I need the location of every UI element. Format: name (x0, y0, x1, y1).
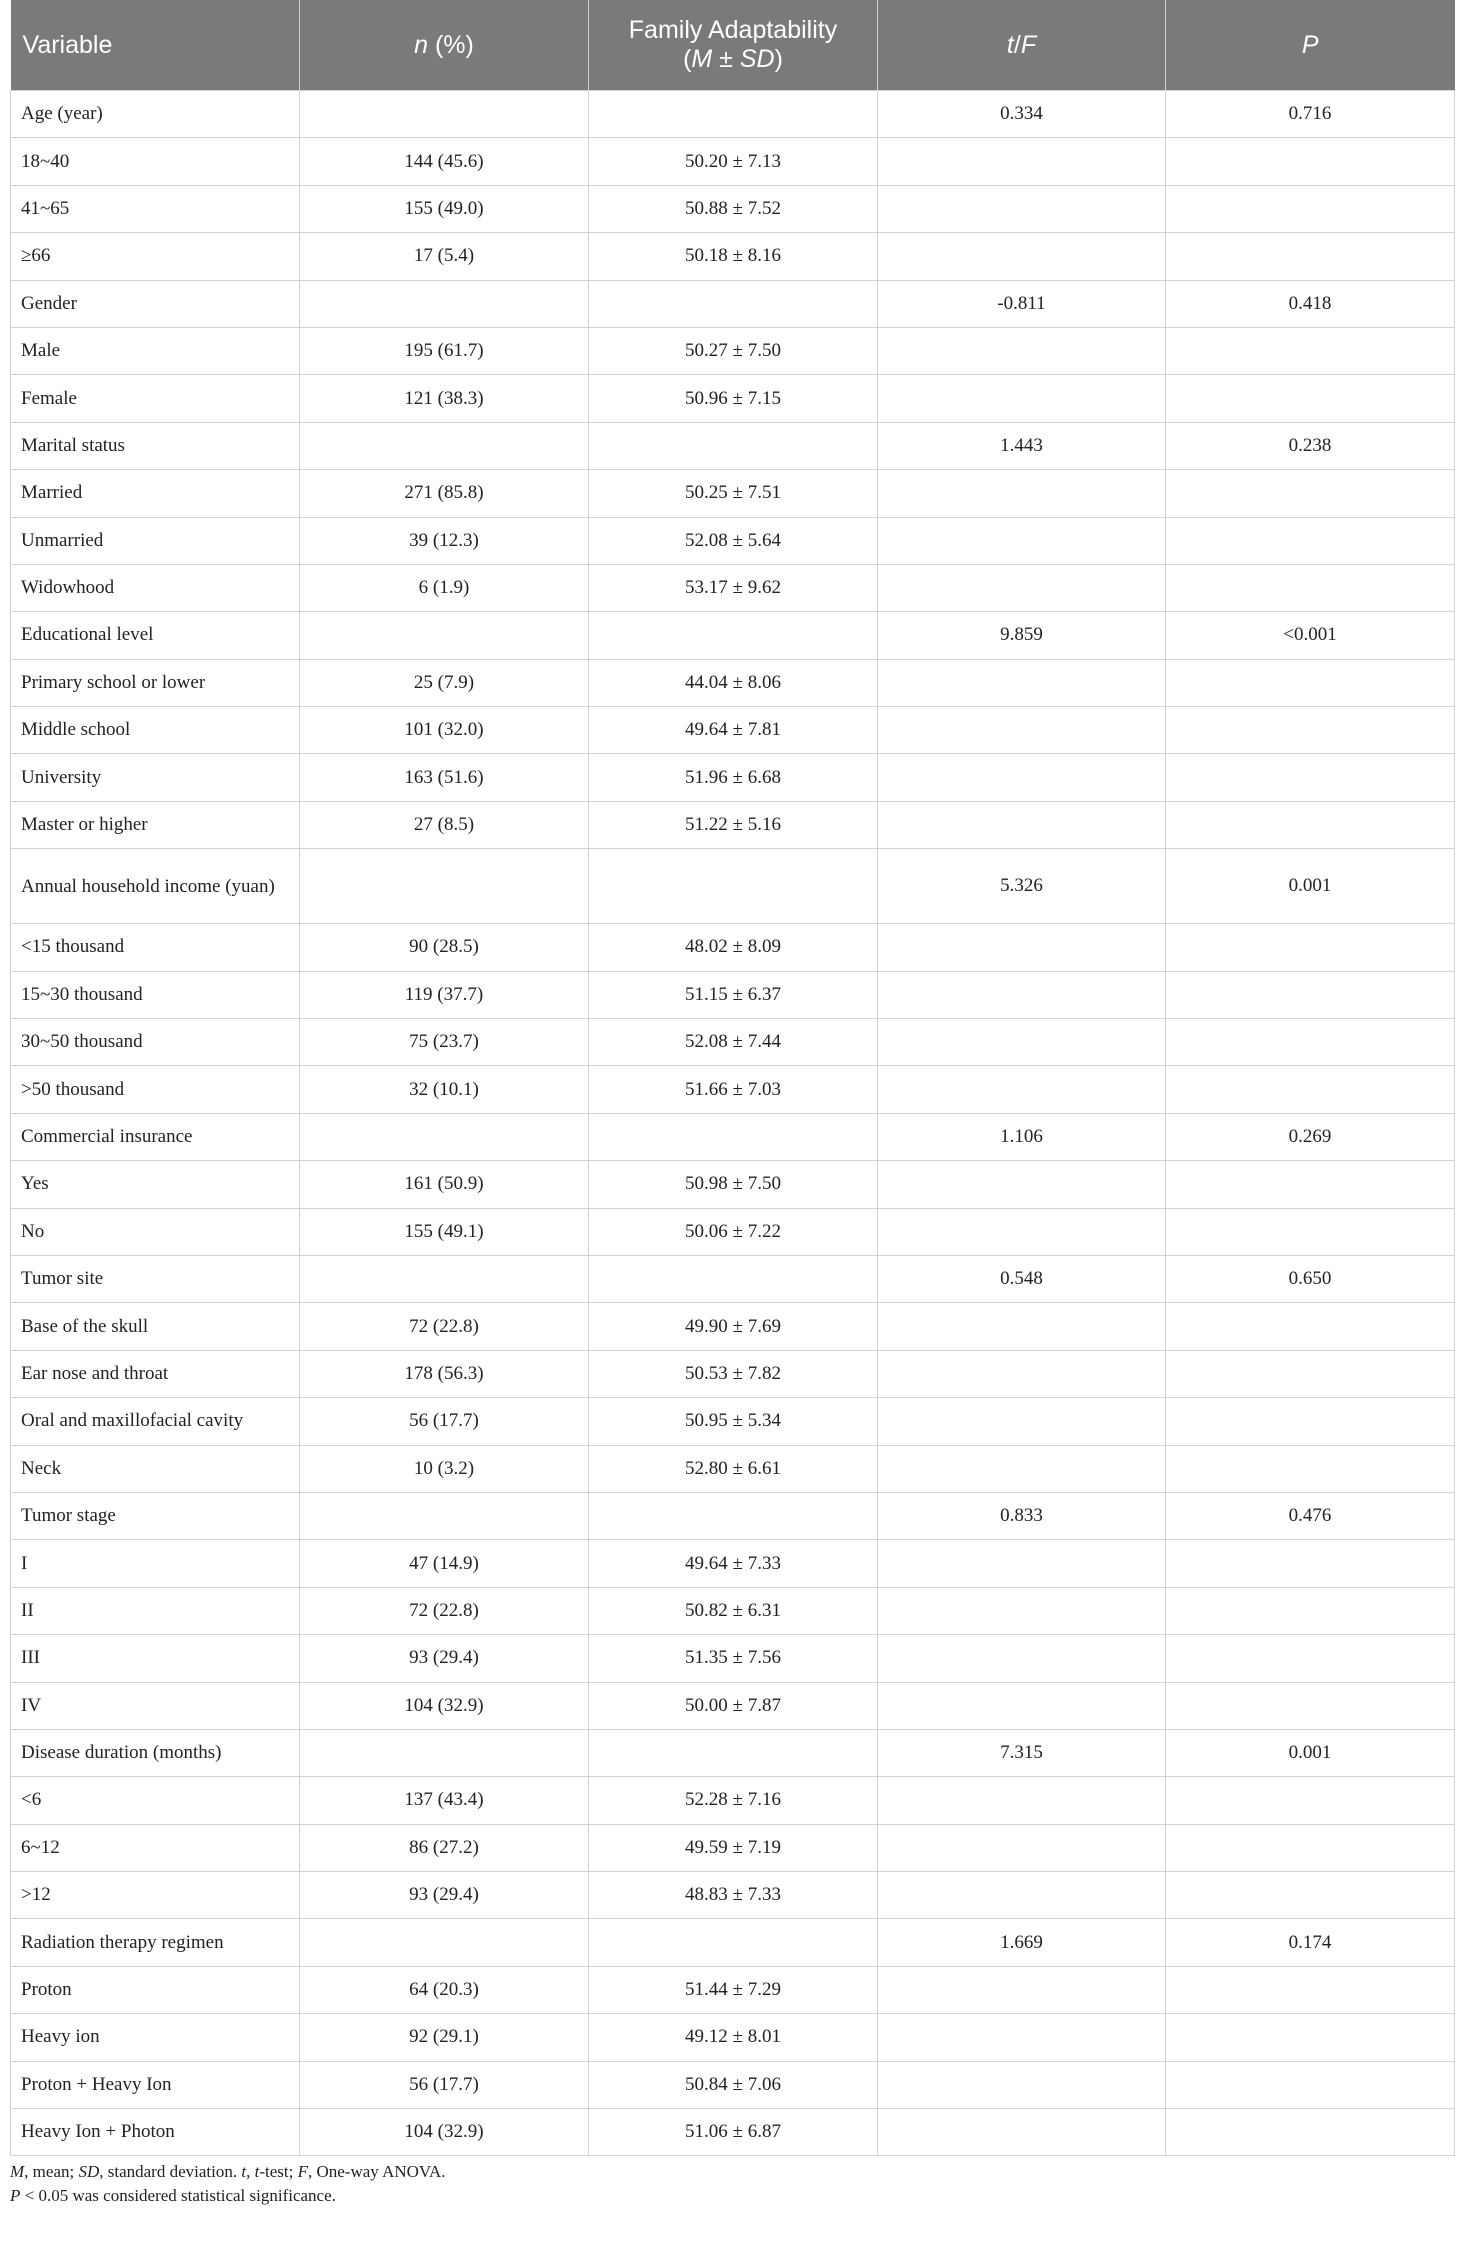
cell-p: 0.650 (1166, 1255, 1455, 1302)
cell-p (1166, 1540, 1455, 1587)
cell-p (1166, 1824, 1455, 1871)
cell-mean-sd: 51.06 ± 6.87 (589, 2109, 878, 2156)
cell-tf (878, 707, 1166, 754)
cell-tf: 0.548 (878, 1255, 1166, 1302)
cell-mean-sd: 50.96 ± 7.15 (589, 375, 878, 422)
cell-tf (878, 138, 1166, 185)
cell-variable: II (11, 1587, 300, 1634)
cell-mean-sd: 51.15 ± 6.37 (589, 971, 878, 1018)
cell-n-percent: 64 (20.3) (300, 1966, 589, 2013)
cell-tf: 0.334 (878, 91, 1166, 138)
cell-tf (878, 564, 1166, 611)
cell-mean-sd (589, 1492, 878, 1539)
table-row (11, 1208, 1455, 1255)
cell-tf (878, 1208, 1166, 1255)
cell-p (1166, 1161, 1455, 1208)
cell-mean-sd (589, 612, 878, 659)
table-container (10, 0, 1454, 2208)
cell-n-percent (300, 280, 589, 327)
table-note-abbreviations: M, mean; SD, standard deviation. t, t-test; F, One-way ANOVA. (10, 2162, 446, 2182)
cell-n-percent: 104 (32.9) (300, 2109, 589, 2156)
cell-p (1166, 1872, 1455, 1919)
cell-mean-sd (589, 1255, 878, 1302)
cell-variable: Commercial insurance (11, 1113, 300, 1160)
cell-p (1166, 1587, 1455, 1634)
cell-mean-sd: 50.84 ± 7.06 (589, 2061, 878, 2108)
cell-mean-sd (589, 1113, 878, 1160)
cell-p (1166, 185, 1455, 232)
table-row (11, 1919, 1455, 1966)
cell-tf (878, 1872, 1166, 1919)
cell-variable: University (11, 754, 300, 801)
cell-n-percent: 10 (3.2) (300, 1445, 589, 1492)
cell-p (1166, 564, 1455, 611)
cell-mean-sd: 51.96 ± 6.68 (589, 754, 878, 801)
cell-n-percent: 17 (5.4) (300, 233, 589, 280)
cell-n-percent (300, 849, 589, 924)
cell-tf: 7.315 (878, 1729, 1166, 1776)
cell-tf (878, 233, 1166, 280)
cell-p (1166, 1445, 1455, 1492)
cell-p: 0.001 (1166, 849, 1455, 924)
table-row (11, 924, 1455, 971)
table-row (11, 849, 1455, 924)
cell-mean-sd: 52.80 ± 6.61 (589, 1445, 878, 1492)
cell-n-percent: 144 (45.6) (300, 138, 589, 185)
cell-variable: Disease duration (months) (11, 1729, 300, 1776)
cell-mean-sd: 50.25 ± 7.51 (589, 470, 878, 517)
cell-n-percent: 47 (14.9) (300, 1540, 589, 1587)
table-row (11, 1161, 1455, 1208)
table-row (11, 185, 1455, 232)
cell-tf (878, 1398, 1166, 1445)
cell-n-percent: 163 (51.6) (300, 754, 589, 801)
cell-n-percent (300, 1919, 589, 1966)
cell-tf (878, 754, 1166, 801)
cell-mean-sd (589, 422, 878, 469)
table-row (11, 1445, 1455, 1492)
cell-tf (878, 1019, 1166, 1066)
cell-p (1166, 375, 1455, 422)
cell-p (1166, 1966, 1455, 2013)
cell-p (1166, 707, 1455, 754)
cell-tf (878, 2061, 1166, 2108)
cell-p (1166, 1398, 1455, 1445)
cell-n-percent: 195 (61.7) (300, 327, 589, 374)
table-row (11, 1872, 1455, 1919)
cell-variable: 18~40 (11, 138, 300, 185)
cell-tf (878, 185, 1166, 232)
cell-mean-sd: 48.83 ± 7.33 (589, 1872, 878, 1919)
cell-mean-sd (589, 849, 878, 924)
table-row (11, 1492, 1455, 1539)
cell-p (1166, 1635, 1455, 1682)
cell-variable: Proton (11, 1966, 300, 2013)
table-row (11, 1682, 1455, 1729)
cell-p (1166, 659, 1455, 706)
table-row (11, 612, 1455, 659)
cell-mean-sd: 51.66 ± 7.03 (589, 1066, 878, 1113)
cell-variable: 15~30 thousand (11, 971, 300, 1018)
cell-variable: Female (11, 375, 300, 422)
cell-mean-sd: 52.28 ± 7.16 (589, 1777, 878, 1824)
table-row (11, 2109, 1455, 2156)
cell-p (1166, 138, 1455, 185)
cell-p (1166, 1208, 1455, 1255)
cell-p (1166, 470, 1455, 517)
cell-n-percent: 72 (22.8) (300, 1587, 589, 1634)
cell-variable: <6 (11, 1777, 300, 1824)
cell-n-percent: 92 (29.1) (300, 2014, 589, 2061)
table-row (11, 1635, 1455, 1682)
table-row (11, 1350, 1455, 1397)
table-row (11, 564, 1455, 611)
cell-tf (878, 1682, 1166, 1729)
table-row (11, 971, 1455, 1018)
cell-tf: -0.811 (878, 280, 1166, 327)
cell-p (1166, 1303, 1455, 1350)
cell-mean-sd: 49.12 ± 8.01 (589, 2014, 878, 2061)
cell-n-percent (300, 1113, 589, 1160)
cell-variable: ≥66 (11, 233, 300, 280)
cell-n-percent: 90 (28.5) (300, 924, 589, 971)
header-n-percent: n (%) (300, 0, 589, 91)
cell-p (1166, 233, 1455, 280)
cell-n-percent: 93 (29.4) (300, 1635, 589, 1682)
table-header (11, 0, 1455, 91)
cell-variable: IV (11, 1682, 300, 1729)
table-row (11, 1540, 1455, 1587)
cell-n-percent (300, 1492, 589, 1539)
cell-variable: Heavy ion (11, 2014, 300, 2061)
table-row (11, 375, 1455, 422)
cell-tf (878, 327, 1166, 374)
cell-variable: Oral and maxillofacial cavity (11, 1398, 300, 1445)
table-row (11, 138, 1455, 185)
cell-p (1166, 517, 1455, 564)
cell-tf: 5.326 (878, 849, 1166, 924)
cell-variable: Proton + Heavy Ion (11, 2061, 300, 2108)
cell-variable: Tumor stage (11, 1492, 300, 1539)
table-row (11, 91, 1455, 138)
cell-n-percent: 32 (10.1) (300, 1066, 589, 1113)
cell-mean-sd: 49.90 ± 7.69 (589, 1303, 878, 1350)
cell-variable: Middle school (11, 707, 300, 754)
cell-tf (878, 971, 1166, 1018)
cell-variable: Gender (11, 280, 300, 327)
cell-mean-sd (589, 91, 878, 138)
cell-n-percent (300, 91, 589, 138)
cell-mean-sd (589, 280, 878, 327)
cell-variable: Male (11, 327, 300, 374)
table-row (11, 1255, 1455, 1302)
cell-n-percent: 39 (12.3) (300, 517, 589, 564)
table-row (11, 2061, 1455, 2108)
cell-n-percent: 93 (29.4) (300, 1872, 589, 1919)
table-row (11, 1966, 1455, 2013)
cell-n-percent (300, 1255, 589, 1302)
cell-p (1166, 801, 1455, 848)
cell-tf (878, 1350, 1166, 1397)
cell-variable: Tumor site (11, 1255, 300, 1302)
cell-mean-sd: 51.22 ± 5.16 (589, 801, 878, 848)
cell-mean-sd: 48.02 ± 8.09 (589, 924, 878, 971)
cell-mean-sd: 52.08 ± 5.64 (589, 517, 878, 564)
cell-p (1166, 1682, 1455, 1729)
cell-p: 0.269 (1166, 1113, 1455, 1160)
cell-tf (878, 1161, 1166, 1208)
cell-n-percent (300, 1729, 589, 1776)
cell-mean-sd: 50.53 ± 7.82 (589, 1350, 878, 1397)
cell-n-percent: 121 (38.3) (300, 375, 589, 422)
cell-mean-sd: 51.44 ± 7.29 (589, 1966, 878, 2013)
cell-variable: Primary school or lower (11, 659, 300, 706)
table-row (11, 1303, 1455, 1350)
table-row (11, 422, 1455, 469)
cell-mean-sd: 53.17 ± 9.62 (589, 564, 878, 611)
cell-tf (878, 1303, 1166, 1350)
cell-tf (878, 1635, 1166, 1682)
cell-p (1166, 971, 1455, 1018)
cell-tf (878, 1540, 1166, 1587)
cell-n-percent: 271 (85.8) (300, 470, 589, 517)
table-row (11, 1587, 1455, 1634)
header-family-adaptability-title: Family Adaptability (628, 16, 838, 45)
table-row (11, 470, 1455, 517)
cell-p: 0.476 (1166, 1492, 1455, 1539)
cell-variable: 41~65 (11, 185, 300, 232)
table-row (11, 1729, 1455, 1776)
cell-p (1166, 924, 1455, 971)
cell-p (1166, 1350, 1455, 1397)
header-family-adaptability (589, 0, 878, 91)
cell-mean-sd: 44.04 ± 8.06 (589, 659, 878, 706)
cell-mean-sd: 50.06 ± 7.22 (589, 1208, 878, 1255)
cell-variable: 6~12 (11, 1824, 300, 1871)
cell-mean-sd: 49.64 ± 7.33 (589, 1540, 878, 1587)
cell-variable: Yes (11, 1161, 300, 1208)
cell-mean-sd: 50.98 ± 7.50 (589, 1161, 878, 1208)
cell-p (1166, 2061, 1455, 2108)
cell-mean-sd: 50.20 ± 7.13 (589, 138, 878, 185)
results-table (10, 0, 1455, 2156)
cell-tf (878, 470, 1166, 517)
cell-variable: Ear nose and throat (11, 1350, 300, 1397)
cell-mean-sd: 50.95 ± 5.34 (589, 1398, 878, 1445)
cell-variable: Master or higher (11, 801, 300, 848)
cell-variable: Age (year) (11, 91, 300, 138)
cell-mean-sd: 50.00 ± 7.87 (589, 1682, 878, 1729)
cell-tf (878, 1966, 1166, 2013)
table-row (11, 1019, 1455, 1066)
table-row (11, 1113, 1455, 1160)
cell-tf (878, 1445, 1166, 1492)
table-row (11, 1824, 1455, 1871)
cell-p (1166, 2014, 1455, 2061)
cell-p: 0.418 (1166, 280, 1455, 327)
cell-n-percent: 101 (32.0) (300, 707, 589, 754)
cell-tf: 9.859 (878, 612, 1166, 659)
cell-tf (878, 801, 1166, 848)
cell-n-percent: 86 (27.2) (300, 1824, 589, 1871)
table-note-significance: P < 0.05 was considered statistical significance. (10, 2186, 336, 2206)
cell-p (1166, 754, 1455, 801)
cell-mean-sd: 50.27 ± 7.50 (589, 327, 878, 374)
cell-mean-sd: 50.82 ± 6.31 (589, 1587, 878, 1634)
cell-p (1166, 1777, 1455, 1824)
cell-variable: Marital status (11, 422, 300, 469)
cell-n-percent: 75 (23.7) (300, 1019, 589, 1066)
table-row (11, 233, 1455, 280)
cell-n-percent: 56 (17.7) (300, 2061, 589, 2108)
cell-n-percent: 119 (37.7) (300, 971, 589, 1018)
cell-n-percent: 27 (8.5) (300, 801, 589, 848)
cell-p: <0.001 (1166, 612, 1455, 659)
cell-n-percent: 25 (7.9) (300, 659, 589, 706)
table-row (11, 754, 1455, 801)
cell-n-percent: 161 (50.9) (300, 1161, 589, 1208)
cell-mean-sd: 50.88 ± 7.52 (589, 185, 878, 232)
cell-variable: >50 thousand (11, 1066, 300, 1113)
header-family-adaptability-sub: (M ± SD) (683, 45, 783, 73)
table-row (11, 1398, 1455, 1445)
table-row (11, 517, 1455, 564)
cell-variable: 30~50 thousand (11, 1019, 300, 1066)
cell-variable: Annual household income (yuan) (11, 849, 300, 924)
table-row (11, 1066, 1455, 1113)
cell-n-percent (300, 422, 589, 469)
cell-variable: Heavy Ion + Photon (11, 2109, 300, 2156)
cell-tf (878, 2014, 1166, 2061)
cell-tf (878, 1066, 1166, 1113)
cell-tf (878, 375, 1166, 422)
cell-variable: I (11, 1540, 300, 1587)
cell-p: 0.716 (1166, 91, 1455, 138)
cell-mean-sd (589, 1919, 878, 1966)
cell-variable: III (11, 1635, 300, 1682)
cell-p (1166, 2109, 1455, 2156)
cell-tf (878, 924, 1166, 971)
cell-tf: 1.443 (878, 422, 1166, 469)
cell-tf (878, 2109, 1166, 2156)
header-p: P (1166, 0, 1455, 91)
cell-mean-sd: 50.18 ± 8.16 (589, 233, 878, 280)
cell-p (1166, 1019, 1455, 1066)
table-row (11, 2014, 1455, 2061)
cell-variable: Radiation therapy regimen (11, 1919, 300, 1966)
cell-variable: Neck (11, 1445, 300, 1492)
cell-n-percent: 104 (32.9) (300, 1682, 589, 1729)
cell-p: 0.238 (1166, 422, 1455, 469)
cell-n-percent: 6 (1.9) (300, 564, 589, 611)
cell-tf: 1.106 (878, 1113, 1166, 1160)
header-tf: t/F (878, 0, 1166, 91)
cell-n-percent: 72 (22.8) (300, 1303, 589, 1350)
table-row (11, 707, 1455, 754)
cell-mean-sd: 52.08 ± 7.44 (589, 1019, 878, 1066)
cell-mean-sd (589, 1729, 878, 1776)
table-row (11, 801, 1455, 848)
cell-p: 0.001 (1166, 1729, 1455, 1776)
table-notes (10, 2160, 1454, 2208)
table-row (11, 327, 1455, 374)
cell-variable: Educational level (11, 612, 300, 659)
cell-tf: 1.669 (878, 1919, 1166, 1966)
cell-p (1166, 327, 1455, 374)
cell-p: 0.174 (1166, 1919, 1455, 1966)
cell-variable: Unmarried (11, 517, 300, 564)
cell-variable: Married (11, 470, 300, 517)
table-row (11, 659, 1455, 706)
cell-variable: Base of the skull (11, 1303, 300, 1350)
cell-n-percent: 178 (56.3) (300, 1350, 589, 1397)
table-body (11, 91, 1455, 2156)
header-variable: Variable (11, 0, 300, 91)
cell-n-percent: 137 (43.4) (300, 1777, 589, 1824)
cell-n-percent: 155 (49.1) (300, 1208, 589, 1255)
cell-n-percent (300, 612, 589, 659)
table-row (11, 280, 1455, 327)
cell-tf (878, 1587, 1166, 1634)
cell-variable: No (11, 1208, 300, 1255)
cell-variable: Widowhood (11, 564, 300, 611)
cell-tf (878, 659, 1166, 706)
cell-tf: 0.833 (878, 1492, 1166, 1539)
cell-tf (878, 1824, 1166, 1871)
cell-variable: >12 (11, 1872, 300, 1919)
cell-mean-sd: 49.64 ± 7.81 (589, 707, 878, 754)
cell-mean-sd: 51.35 ± 7.56 (589, 1635, 878, 1682)
cell-n-percent: 56 (17.7) (300, 1398, 589, 1445)
cell-n-percent: 155 (49.0) (300, 185, 589, 232)
cell-tf (878, 517, 1166, 564)
cell-mean-sd: 49.59 ± 7.19 (589, 1824, 878, 1871)
cell-p (1166, 1066, 1455, 1113)
cell-variable: <15 thousand (11, 924, 300, 971)
table-row (11, 1777, 1455, 1824)
cell-tf (878, 1777, 1166, 1824)
